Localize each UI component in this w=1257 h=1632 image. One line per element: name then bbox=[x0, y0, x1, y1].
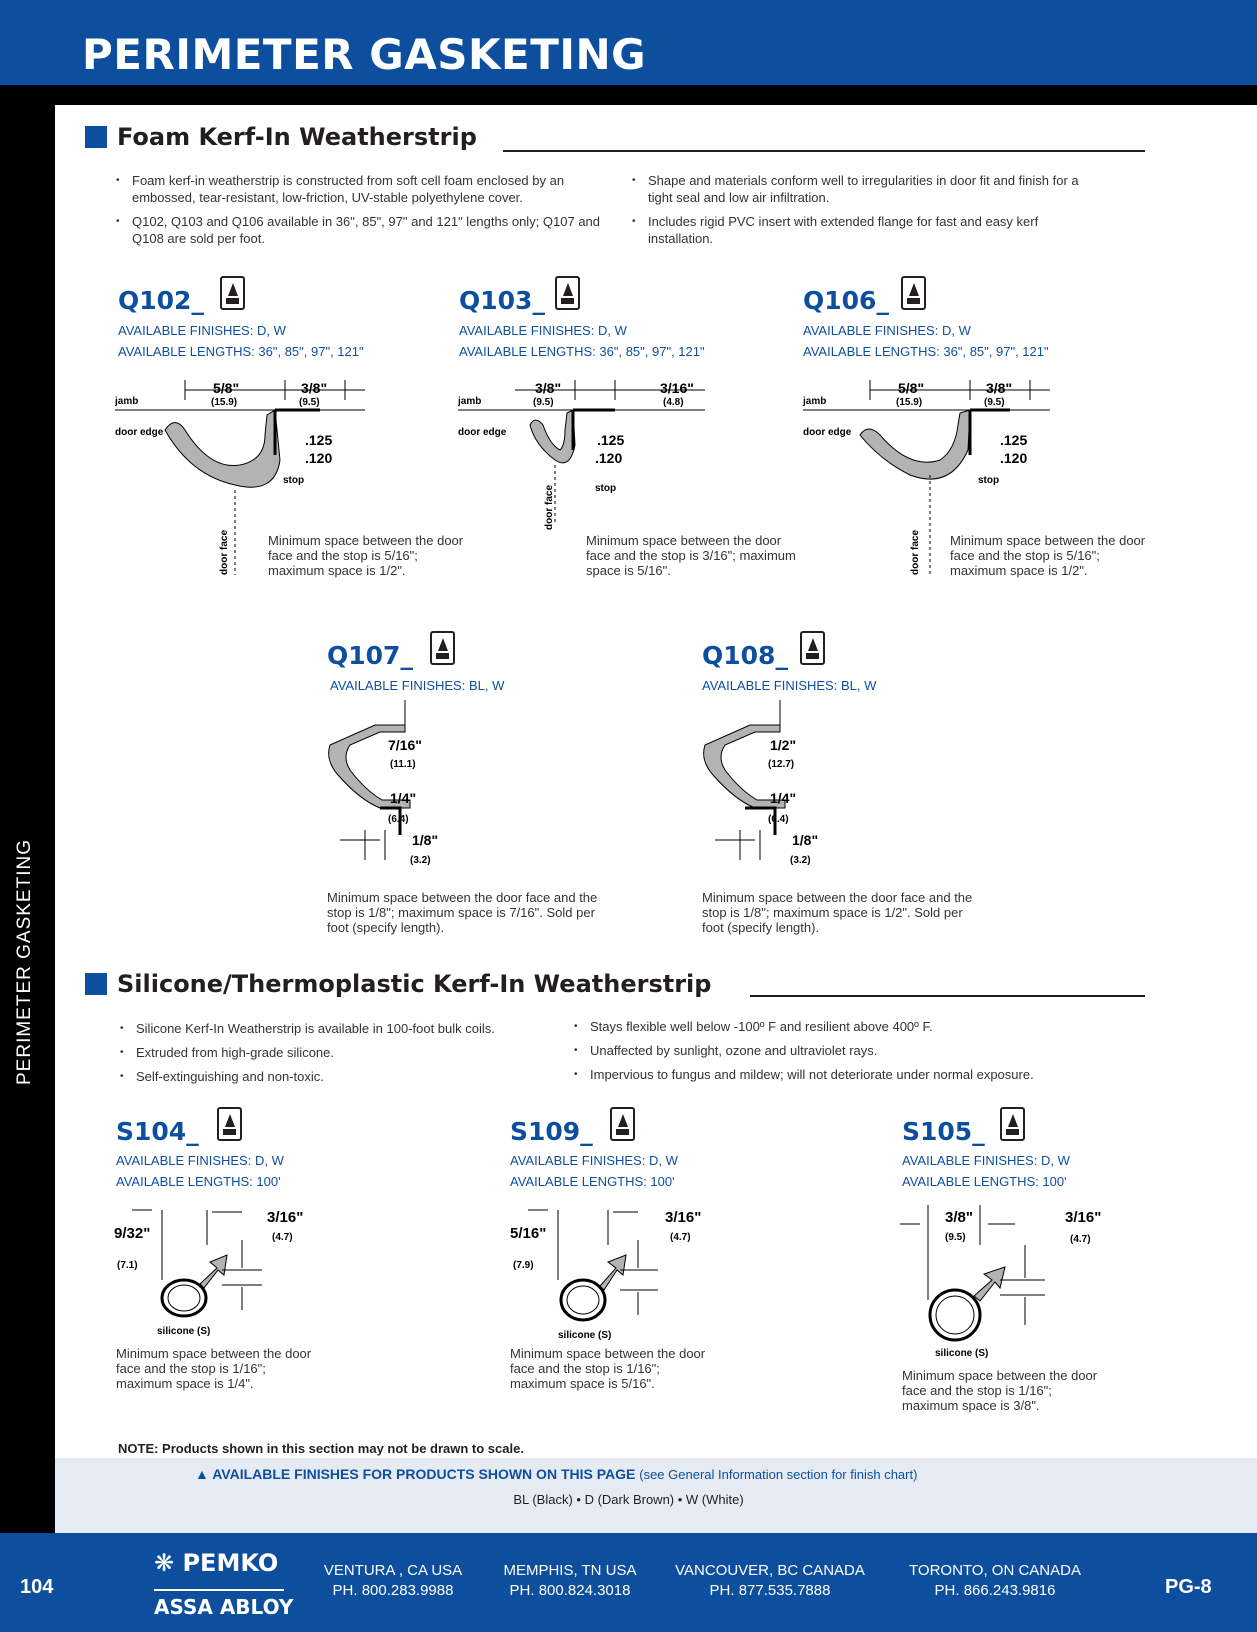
svg-text:1/8": 1/8" bbox=[792, 832, 819, 848]
product-note: Minimum space between the door face and the stop is 3/16"; maximum space is 5/16". bbox=[586, 533, 796, 578]
location-toronto: TORONTO, ON CANADA PH. 866.243.9816 bbox=[909, 1562, 1081, 1599]
q107-profile-diagram bbox=[320, 700, 500, 880]
list-item: • Silicone Kerf-In Weatherstrip is available in 100-foot bulk coils. bbox=[118, 1020, 548, 1037]
svg-text:(9.5): (9.5) bbox=[299, 397, 320, 408]
svg-text:3/16": 3/16" bbox=[665, 1209, 702, 1226]
svg-text:9/32": 9/32" bbox=[114, 1225, 151, 1242]
silicone-bullets-right bbox=[572, 1018, 1132, 1090]
product-note: Minimum space between the door face and the stop is 1/16"; maximum space is 5/16". bbox=[510, 1346, 706, 1391]
svg-text:(9.5): (9.5) bbox=[945, 1232, 966, 1243]
silicone-section-title: Silicone/Thermoplastic Kerf-In Weatherstrip bbox=[85, 970, 711, 998]
list-item: • Foam kerf-in weatherstrip is constructed from soft cell foam enclosed by an embossed, tear-resistant, low-friction, UV-stable polyethylene cover. bbox=[114, 172, 614, 206]
product-specs: AVAILABLE FINISHES: D, W AVAILABLE LENGTHS: 36", 85", 97", 121" bbox=[459, 323, 705, 359]
svg-text:.120: .120 bbox=[595, 450, 623, 466]
product-name-q108: Q108_ bbox=[702, 641, 788, 670]
product-note: Minimum space between the door face and the stop is 5/16"; maximum space is 1/2". bbox=[950, 533, 1146, 578]
svg-text:(15.9): (15.9) bbox=[211, 397, 238, 408]
svg-text:(6.4): (6.4) bbox=[768, 814, 789, 825]
list-item: • Impervious to fungus and mildew; will not deteriorate under normal exposure. bbox=[572, 1066, 1132, 1083]
fire-rating-icon bbox=[800, 631, 825, 665]
q108-profile-diagram bbox=[695, 700, 875, 880]
svg-text:door edge: door edge bbox=[803, 427, 852, 438]
svg-text:stop: stop bbox=[595, 483, 617, 494]
svg-text:5/8": 5/8" bbox=[213, 380, 240, 396]
svg-text:3/16": 3/16" bbox=[660, 380, 694, 396]
svg-text:silicone (S): silicone (S) bbox=[935, 1348, 989, 1359]
svg-text:stop: stop bbox=[978, 475, 1000, 486]
side-label: PERIMETER GASKETING bbox=[14, 839, 35, 1085]
svg-text:jamb: jamb bbox=[803, 396, 827, 407]
svg-text:door edge: door edge bbox=[458, 427, 507, 438]
svg-text:1/8": 1/8" bbox=[412, 832, 439, 848]
product-name-q107: Q107_ bbox=[327, 641, 413, 670]
location-vancouver: VANCOUVER, BC CANADA PH. 877.535.7888 bbox=[675, 1562, 865, 1599]
svg-text:door edge: door edge bbox=[115, 427, 164, 438]
foam-bullets-right bbox=[630, 172, 1100, 254]
svg-text:3/16": 3/16" bbox=[1065, 1209, 1102, 1226]
product-specs: AVAILABLE FINISHES: D, W AVAILABLE LENGTHS: 36", 85", 97", 121" bbox=[803, 323, 1049, 359]
silicone-bullets-left bbox=[118, 1020, 548, 1092]
product-specs: AVAILABLE FINISHES: D, W AVAILABLE LENGTHS: 100' bbox=[902, 1153, 1070, 1189]
product-note: Minimum space between the door face and the stop is 5/16"; maximum space is 1/2". bbox=[268, 533, 464, 578]
svg-text:5/16": 5/16" bbox=[510, 1225, 547, 1242]
svg-text:(3.2): (3.2) bbox=[790, 855, 811, 866]
svg-text:(7.1): (7.1) bbox=[117, 1260, 138, 1271]
fire-rating-icon bbox=[430, 631, 455, 665]
product-name-q106: Q106_ bbox=[803, 286, 889, 315]
page-number: 104 bbox=[20, 1576, 54, 1598]
svg-text:(6.4): (6.4) bbox=[388, 814, 409, 825]
section-rule bbox=[750, 995, 1145, 997]
product-specs: AVAILABLE FINISHES: D, W AVAILABLE LENGTHS: 100' bbox=[510, 1153, 678, 1189]
finishes-list: BL (Black) • D (Dark Brown) • W (White) bbox=[513, 1492, 744, 1507]
location-ventura: VENTURA , CA USA PH. 800.283.9988 bbox=[323, 1562, 463, 1599]
product-name-q103: Q103_ bbox=[459, 286, 545, 315]
svg-text:3/8": 3/8" bbox=[945, 1209, 973, 1226]
svg-text:(4.7): (4.7) bbox=[1070, 1234, 1091, 1245]
list-item: • Includes rigid PVC insert with extended flange for fast and easy kerf installation. bbox=[630, 213, 1100, 247]
s109-profile-diagram bbox=[508, 1200, 728, 1340]
finishes-heading: ▲ AVAILABLE FINISHES FOR PRODUCTS SHOWN ON THIS PAGE (see General Information section for finish chart) bbox=[195, 1466, 918, 1482]
svg-text:(12.7): (12.7) bbox=[768, 759, 795, 770]
page-code: PG-8 bbox=[1165, 1576, 1212, 1598]
list-item: • Extruded from high-grade silicone. bbox=[118, 1044, 548, 1061]
s104-profile-diagram bbox=[112, 1200, 332, 1340]
product-specs: AVAILABLE FINISHES: D, W AVAILABLE LENGTHS: 36", 85", 97", 121" bbox=[118, 323, 364, 359]
svg-text:(9.5): (9.5) bbox=[984, 397, 1005, 408]
svg-text:1/4": 1/4" bbox=[390, 790, 417, 806]
svg-text:.125: .125 bbox=[305, 432, 333, 448]
svg-text:.120: .120 bbox=[305, 450, 333, 466]
scale-notice: NOTE: Products shown in this section may not be drawn to scale. bbox=[118, 1441, 524, 1456]
svg-text:.125: .125 bbox=[597, 432, 625, 448]
svg-text:(15.9): (15.9) bbox=[896, 397, 923, 408]
product-note: Minimum space between the door face and the stop is 1/16"; maximum space is 1/4". bbox=[116, 1346, 312, 1391]
svg-text:jamb: jamb bbox=[115, 396, 139, 407]
svg-text:(9.5): (9.5) bbox=[533, 397, 554, 408]
fire-rating-icon bbox=[220, 276, 245, 310]
svg-text:5/8": 5/8" bbox=[898, 380, 925, 396]
svg-text:3/16": 3/16" bbox=[267, 1209, 304, 1226]
svg-text:door face: door face bbox=[544, 484, 555, 530]
pemko-logo: ❋ PEMKO bbox=[154, 1549, 279, 1577]
svg-text:3/8": 3/8" bbox=[986, 380, 1013, 396]
svg-text:7/16": 7/16" bbox=[388, 737, 422, 753]
foam-section-title: Foam Kerf-In Weatherstrip bbox=[85, 123, 477, 151]
section-square-icon bbox=[85, 126, 107, 148]
svg-text:(3.2): (3.2) bbox=[410, 855, 431, 866]
section-rule bbox=[503, 150, 1145, 152]
product-name-s104: S104_ bbox=[116, 1117, 199, 1146]
product-name-s109: S109_ bbox=[510, 1117, 593, 1146]
product-note: Minimum space between the door face and the stop is 1/8"; maximum space is 1/2". Sold per foot (specify length). bbox=[702, 890, 973, 935]
svg-text:(4.7): (4.7) bbox=[670, 1232, 691, 1243]
section-square-icon bbox=[85, 973, 107, 995]
svg-text:(7.9): (7.9) bbox=[513, 1260, 534, 1271]
svg-text:door face: door face bbox=[910, 529, 921, 575]
product-name-s105: S105_ bbox=[902, 1117, 985, 1146]
fire-rating-icon bbox=[1000, 1107, 1025, 1141]
fire-rating-icon bbox=[901, 276, 926, 310]
logo-divider bbox=[154, 1589, 284, 1591]
svg-text:stop: stop bbox=[283, 475, 305, 486]
product-note: Minimum space between the door face and the stop is 1/16"; maximum space is 3/8". bbox=[902, 1368, 1098, 1413]
product-note: Minimum space between the door face and the stop is 1/8"; maximum space is 7/16". Sold per foot (specify length). bbox=[327, 890, 598, 935]
list-item: • Shape and materials conform well to irregularities in door fit and finish for a tight seal and low air infiltration. bbox=[630, 172, 1100, 206]
svg-text:.120: .120 bbox=[1000, 450, 1028, 466]
svg-text:1/4": 1/4" bbox=[770, 790, 797, 806]
list-item: • Q102, Q103 and Q106 available in 36", 85", 97" and 121" lengths only; Q107 and Q108 are sold per foot. bbox=[114, 213, 614, 247]
page-title: PERIMETER GASKETING bbox=[82, 30, 647, 79]
pemko-star-icon: ❋ bbox=[154, 1549, 175, 1577]
svg-text:.125: .125 bbox=[1000, 432, 1028, 448]
product-specs: AVAILABLE FINISHES: BL, W bbox=[702, 678, 877, 693]
fire-rating-icon bbox=[217, 1107, 242, 1141]
header-rule bbox=[0, 85, 1257, 105]
svg-text:silicone (S): silicone (S) bbox=[157, 1326, 211, 1337]
svg-text:(4.7): (4.7) bbox=[272, 1232, 293, 1243]
product-specs: AVAILABLE FINISHES: BL, W bbox=[330, 678, 505, 693]
svg-text:(4.8): (4.8) bbox=[663, 397, 684, 408]
svg-text:door face: door face bbox=[219, 529, 230, 575]
svg-text:jamb: jamb bbox=[458, 396, 482, 407]
svg-text:3/8": 3/8" bbox=[301, 380, 328, 396]
fire-rating-icon bbox=[555, 276, 580, 310]
svg-text:(11.1): (11.1) bbox=[390, 759, 416, 770]
svg-text:silicone (S): silicone (S) bbox=[558, 1330, 612, 1340]
location-memphis: MEMPHIS, TN USA PH. 800.824.3018 bbox=[503, 1562, 637, 1599]
svg-text:1/2": 1/2" bbox=[770, 737, 797, 753]
assa-abloy-logo: ASSA ABLOY bbox=[154, 1595, 294, 1619]
foam-bullets-left bbox=[114, 172, 614, 254]
s105-profile-diagram bbox=[900, 1200, 1120, 1360]
product-specs: AVAILABLE FINISHES: D, W AVAILABLE LENGTHS: 100' bbox=[116, 1153, 284, 1189]
fire-rating-icon bbox=[610, 1107, 635, 1141]
list-item: • Stays flexible well below -100º F and resilient above 400º F. bbox=[572, 1018, 1132, 1035]
list-item: • Unaffected by sunlight, ozone and ultraviolet rays. bbox=[572, 1042, 1132, 1059]
list-item: • Self-extinguishing and non-toxic. bbox=[118, 1068, 548, 1085]
product-name-q102: Q102_ bbox=[118, 286, 204, 315]
svg-text:3/8": 3/8" bbox=[535, 380, 562, 396]
triangle-icon: ▲ bbox=[195, 1466, 209, 1482]
